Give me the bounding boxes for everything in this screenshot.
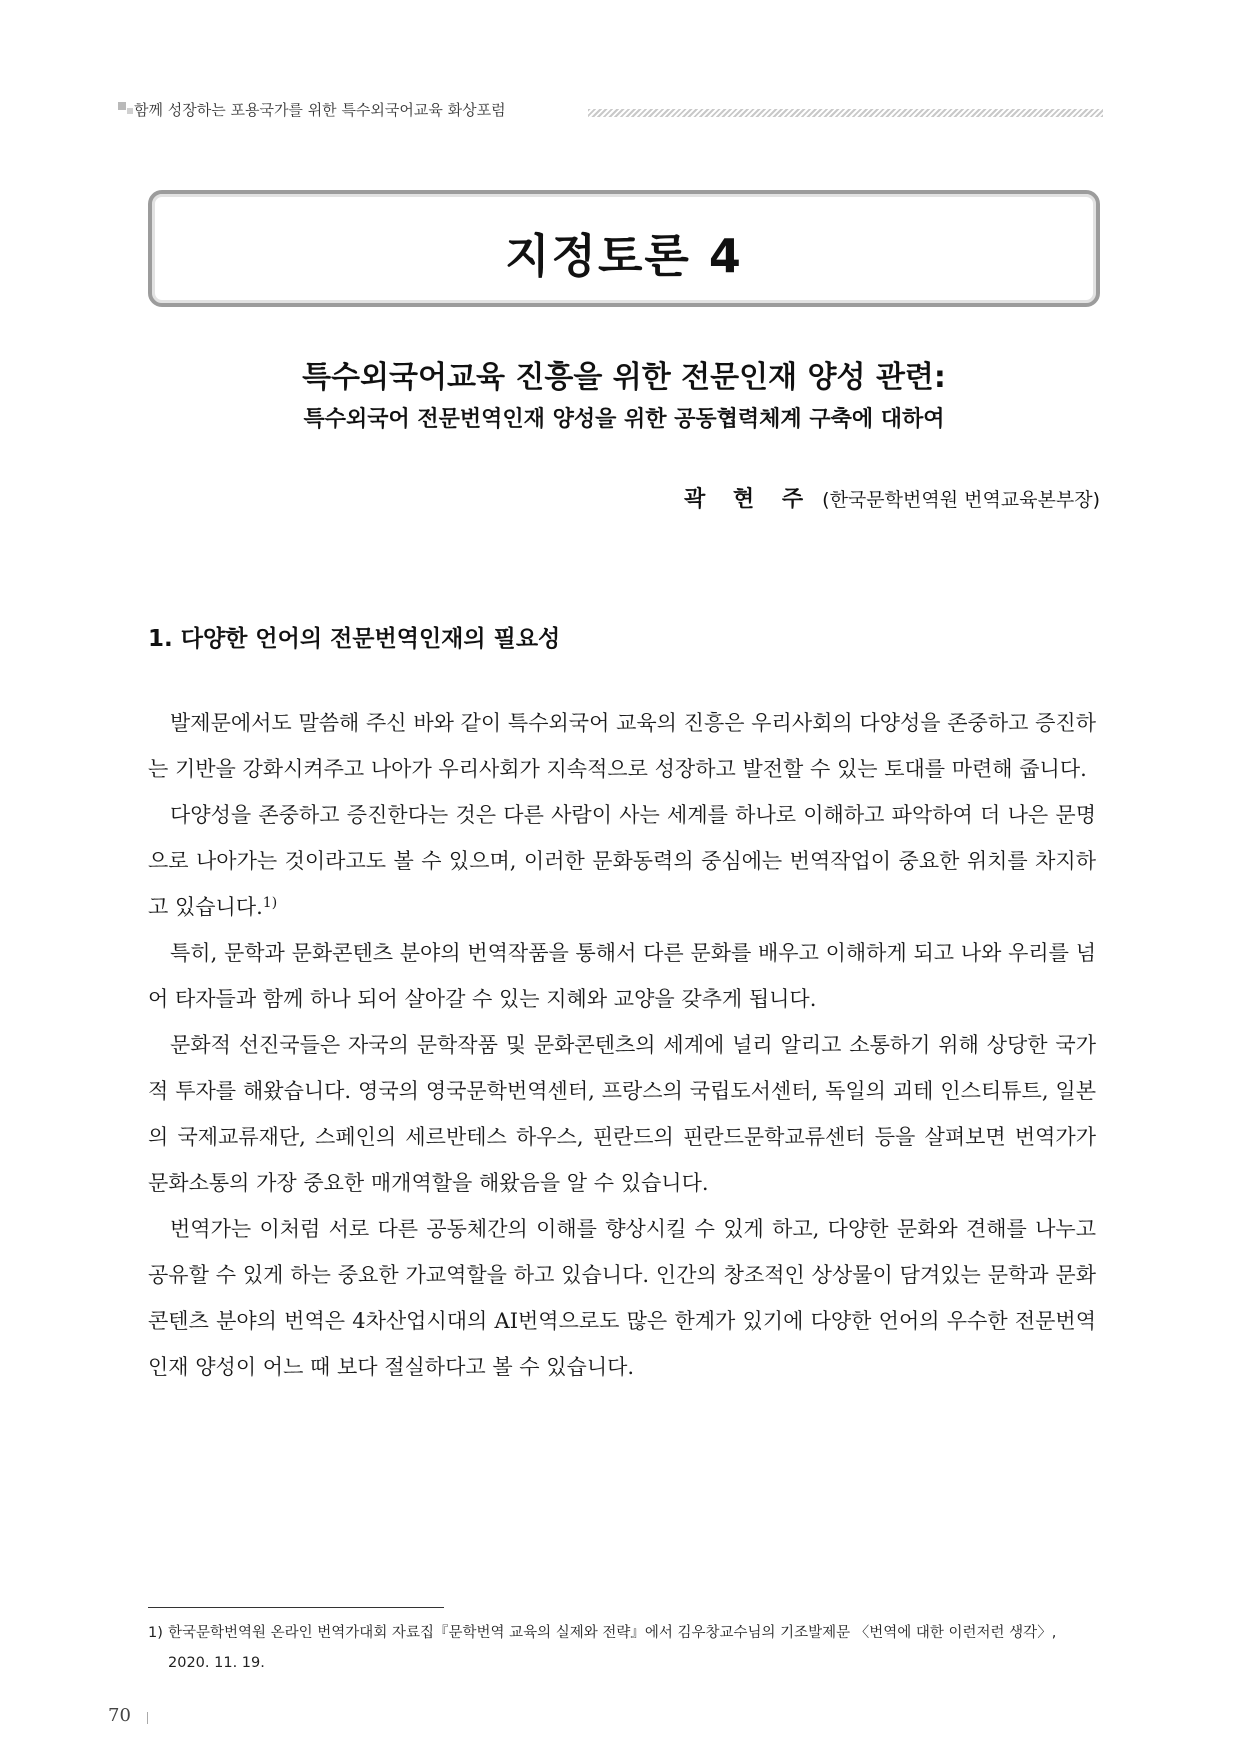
page-title: 지정토론 4	[505, 229, 743, 283]
paragraph: 발제문에서도 말씀해 주신 바와 같이 특수외국어 교육의 진흥은 우리사회의 다양성을 존중하고 증진하는 기반을 강화시켜주고 나아가 우리사회가 지속적으로 성장하고 발전할 수 있는 토대를 마련해 줍니다.	[148, 711, 1096, 781]
body-text	[148, 700, 1096, 1390]
title-box	[148, 190, 1100, 307]
subtitle: 특수외국어교육 진흥을 위한 전문인재 양성 관련:	[302, 360, 946, 395]
paragraph: 번역가는 이처럼 서로 다른 공동체간의 이해를 향상시킬 수 있게 하고, 다양한 문화와 견해를 나누고 공유할 수 있게 하는 중요한 가교역할을 하고 있습니다. 인간의 창조적인 상상물이 담겨있는 문학과 문화콘텐츠 분야의 번역은 4차산업시대의 AI번역으로도 많은 한계가 있기에 다양한 언어의 우수한 전문번역인재 양성이 어느 때 보다 절실하다고 볼 수 있습니다.	[148, 1217, 1096, 1379]
footnote-reference[interactable]: 1)	[262, 895, 278, 911]
author-name: 곽 현 주	[684, 487, 814, 512]
subtitle-secondary: 특수외국어 전문번역인재 양성을 위한 공동협력체계 구축에 대하여	[303, 407, 945, 432]
paragraph	[148, 792, 1096, 930]
header-hatch-decoration	[588, 109, 1103, 117]
footnote-text: 한국문학번역원 온라인 번역가대회 자료집『문학번역 교육의 실제와 전략』에서 김우창교수님의 기조발제문 〈번역에 대한 이런저런 생각〉, 2020. 11. 19.	[168, 1625, 1057, 1671]
footnote-divider	[148, 1607, 444, 1608]
paragraph-text: 다양성을 존중하고 증진한다는 것은 다른 사람이 사는 세계를 하나로 이해하고 파악하여 더 나은 문명으로 나아가는 것이라고도 볼 수 있으며, 이러한 문화동력의 중심에는 번역작업이 중요한 위치를 차지하고 있습니다.	[148, 803, 1096, 919]
paragraph: 특히, 문학과 문화콘텐츠 분야의 번역작품을 통해서 다른 문화를 배우고 이해하게 되고 나와 우리를 넘어 타자들과 함께 하나 되어 살아갈 수 있는 지혜와 교양을 갖추게 됩니다.	[148, 941, 1096, 1011]
footnote	[148, 1618, 1096, 1678]
paragraph: 문화적 선진국들은 자국의 문학작품 및 문화콘텐츠의 세계에 널리 알리고 소통하기 위해 상당한 국가적 투자를 해왔습니다. 영국의 영국문학번역센터, 프랑스의 국립도서센터, 독일의 괴테 인스티튜트, 일본의 국제교류재단, 스페인의 세르반테스 하우스, 핀란드의 핀란드문학교류센터 등을 살펴보면 번역가가 문화소통의 가장 중요한 매개역할을 해왔음을 알 수 있습니다.	[148, 1033, 1096, 1195]
running-header	[118, 98, 1103, 124]
running-title: 함께 성장하는 포용국가를 위한 특수외국어교육 화상포럼	[134, 101, 506, 119]
author-affiliation: (한국문학번역원 번역교육본부장)	[822, 489, 1100, 511]
section-heading: 1. 다양한 언어의 전문번역인재의 필요성	[148, 626, 561, 652]
footnote-number: 1)	[148, 1625, 163, 1641]
page-number-separator	[147, 1712, 148, 1724]
author-line	[684, 482, 1100, 513]
page-number: 70	[108, 1705, 131, 1726]
